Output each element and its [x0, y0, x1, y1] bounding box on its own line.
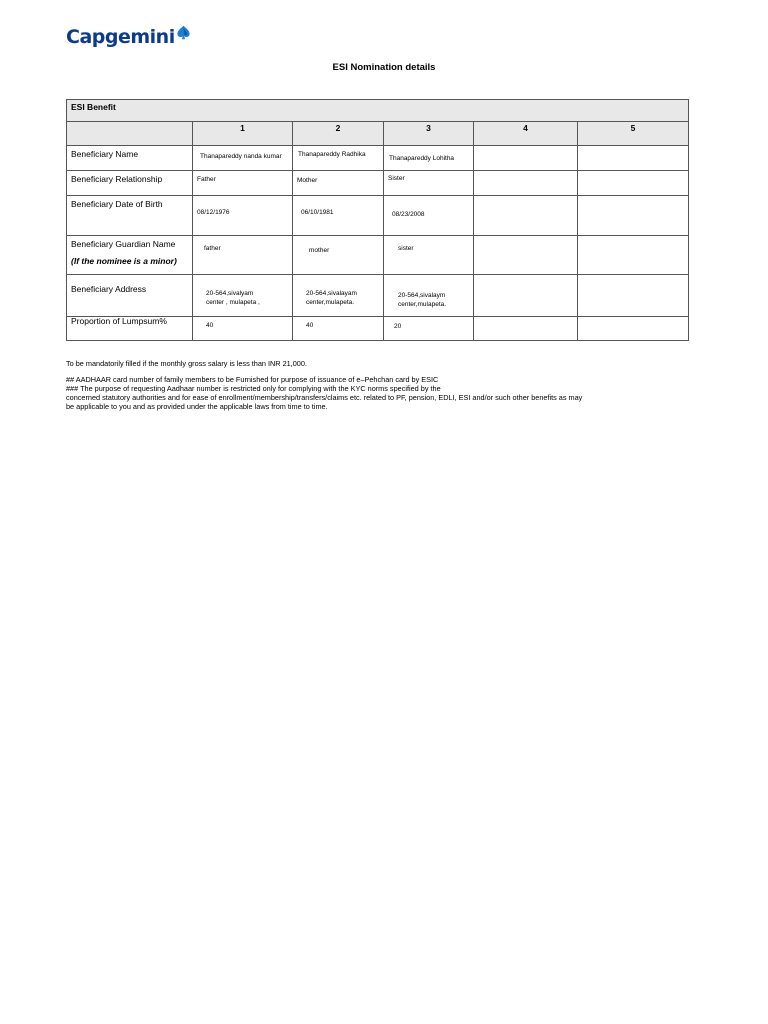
row-label-cell: [67, 171, 193, 196]
value-cell: [193, 236, 293, 275]
value-cell: [293, 171, 384, 196]
value-cell: [384, 196, 474, 236]
beneficiary-name-1: Thanapareddy nanda kumar: [200, 153, 282, 160]
table-row: [67, 146, 689, 171]
capgemini-logo: [66, 26, 191, 48]
note-purpose-cont: concerned statutory authorities and for ease of enrollment/membership/transfers/claims etc. related to PF, pension, EDLI, ESI and/or such other benefits as may: [66, 392, 583, 402]
column-number: 2: [335, 123, 341, 133]
value-cell: [293, 146, 384, 171]
row-label-cell: [67, 275, 193, 317]
table-row: [67, 275, 689, 317]
value-cell: [578, 146, 689, 171]
value-cell: [193, 171, 293, 196]
value-cell: [293, 275, 384, 317]
row-label-cell: [67, 146, 193, 171]
row-label-guardian-name: Beneficiary Guardian Name: [71, 239, 176, 249]
row-label-beneficiary-name: Beneficiary Name: [71, 149, 139, 159]
beneficiary-dob-2: 06/10/1981: [301, 209, 334, 216]
row-label-beneficiary-dob: Beneficiary Date of Birth: [71, 199, 163, 209]
value-cell: [474, 275, 578, 317]
beneficiary-name-3: Thanapareddy Lohitha: [389, 155, 455, 162]
column-number: 1: [240, 123, 245, 133]
beneficiary-relationship-1: Father: [197, 176, 216, 183]
beneficiary-address-2: 20-564,sivalayam center,mulapeta.: [306, 290, 357, 306]
value-cell: [474, 146, 578, 171]
column-number-cell: [384, 122, 474, 146]
value-cell: [578, 275, 689, 317]
section-header-cell: [67, 100, 689, 122]
table-row: [67, 196, 689, 236]
column-number: 3: [426, 123, 431, 133]
section-header-row: [67, 100, 689, 122]
column-number: 5: [630, 123, 636, 133]
row-label-proportion: Proportion of Lumpsum%: [71, 316, 167, 326]
column-number-cell: [578, 122, 689, 146]
value-cell: [193, 196, 293, 236]
spade-icon: [176, 25, 191, 45]
value-cell: [293, 236, 384, 275]
proportion-3: 20: [394, 323, 402, 330]
value-cell: [578, 171, 689, 196]
row-label-cell: [67, 317, 193, 341]
note-purpose-end: be applicable to you and as provided under the applicable laws from time to time.: [66, 401, 328, 411]
guardian-name-2: mother: [309, 247, 330, 254]
value-cell: [193, 317, 293, 341]
table-row: [67, 317, 689, 341]
value-cell: [293, 317, 384, 341]
logo-text: Capgemini: [66, 26, 175, 48]
value-cell: [384, 275, 474, 317]
table-row: [67, 171, 689, 196]
section-header: ESI Benefit: [71, 102, 116, 112]
value-cell: [384, 171, 474, 196]
value-cell: [193, 275, 293, 317]
row-label-cell: [67, 196, 193, 236]
row-label-cell: [67, 236, 193, 275]
table-row: [67, 236, 689, 275]
value-cell: [384, 317, 474, 341]
value-cell: [578, 317, 689, 341]
minor-note: (If the nominee is a minor): [71, 255, 177, 266]
footnotes: [66, 360, 696, 411]
beneficiary-dob-1: 08/12/1976: [197, 209, 230, 216]
value-cell: [474, 196, 578, 236]
guardian-name-1: father: [204, 245, 221, 252]
beneficiary-name-2: Thanapareddy Radhika: [298, 151, 366, 158]
column-number: 4: [523, 123, 528, 133]
beneficiary-address-1: 20-564,sivalyam center , mulapeta ,: [206, 290, 260, 306]
value-cell: [474, 171, 578, 196]
value-cell: [384, 146, 474, 171]
page-title: ESI Nomination details: [332, 62, 436, 73]
beneficiary-relationship-3: Sister: [388, 175, 405, 182]
column-number-cell: [293, 122, 384, 146]
note-purpose: ### The purpose of requesting Aadhaar number is restricted only for complying with the KYC norms specified by the: [66, 383, 441, 393]
beneficiary-dob-3: 08/23/2008: [392, 211, 425, 218]
value-cell: [474, 317, 578, 341]
nomination-table: [66, 99, 689, 341]
proportion-2: 40: [306, 322, 314, 329]
guardian-name-3: sister: [398, 245, 414, 252]
row-label-beneficiary-address: Beneficiary Address: [71, 284, 147, 294]
note-aadhaar: ## AADHAAR card number of family members to be Furnished for purpose of issuance of e–Pehchan card by ESIC: [66, 374, 439, 384]
value-cell: [578, 196, 689, 236]
column-number-cell: [193, 122, 293, 146]
value-cell: [193, 146, 293, 171]
value-cell: [384, 236, 474, 275]
row-label-beneficiary-relationship: Beneficiary Relationship: [71, 174, 163, 184]
value-cell: [474, 236, 578, 275]
note-mandatory: To be mandatorily filled if the monthly gross salary is less than INR 21,000.: [66, 359, 307, 368]
value-cell: [293, 196, 384, 236]
beneficiary-address-3: 20-564,sivalaym center,mulapeta.: [398, 292, 447, 308]
column-number-cell: [474, 122, 578, 146]
value-cell: [578, 236, 689, 275]
column-number-row: [67, 122, 689, 146]
beneficiary-relationship-2: Mother: [297, 177, 318, 184]
column-number-blank: [67, 122, 193, 146]
proportion-1: 40: [206, 322, 214, 329]
